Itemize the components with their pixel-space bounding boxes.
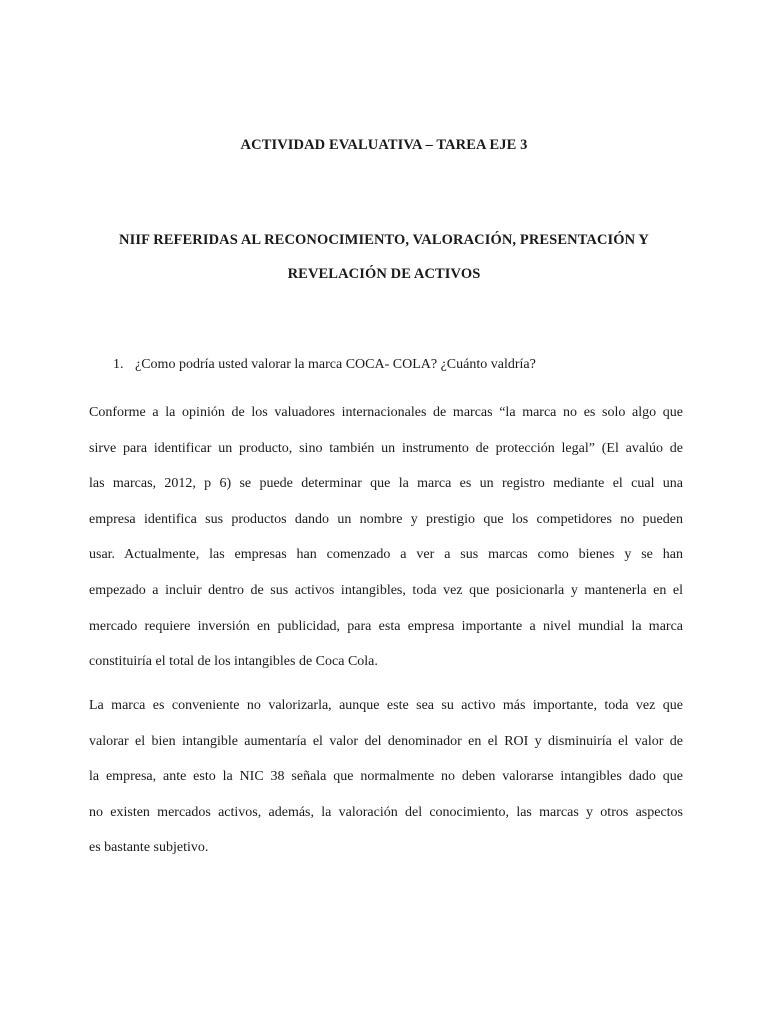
paragraph-line: las marcas, 2012, p 6) se puede determinar que la marca es un registro mediante el cual una [89, 476, 683, 492]
paragraph-line: mercado requiere inversión en publicidad, para esta empresa importante a nivel mundial la marca [89, 618, 683, 634]
answer-paragraph-1 [89, 395, 683, 680]
paragraph-line: empresa identifica sus productos dando un nombre y prestigio que los competidores no pueden [89, 511, 683, 527]
paragraph-line: no existen mercados activos, además, la valoración del conocimiento, las marcas y otros aspectos [89, 804, 683, 820]
paragraph-line: valorar el bien intangible aumentaría el valor del denominador en el ROI y disminuiría el valor de [89, 733, 683, 749]
question-text: ¿Como podría usted valorar la marca COCA- COLA? ¿Cuánto valdría? [135, 357, 536, 372]
paragraph-line: es bastante subjetivo. [89, 840, 209, 856]
question-number: 1. [113, 357, 124, 372]
paragraph-line: constituiría el total de los intangibles de Coca Cola. [89, 654, 378, 670]
section-heading-line-2: REVELACIÓN DE ACTIVOS [287, 266, 481, 282]
paragraph-line: Conforme a la opinión de los valuadores internacionales de marcas “la marca no es solo algo que [89, 405, 683, 420]
paragraph-line: usar. Actualmente, las empresas han comenzado a ver a sus marcas como bienes y se han [89, 547, 683, 563]
document-title: ACTIVIDAD EVALUATIVA – TAREA EJE 3 [240, 137, 528, 153]
question-item [113, 357, 536, 373]
paragraph-line: sirve para identificar un producto, sino también un instrumento de protección legal” (El avalúo de [89, 440, 683, 456]
answer-paragraph-2 [89, 688, 683, 866]
paragraph-line: La marca es conveniente no valorizarla, aunque este sea su activo más importante, toda vez que [89, 698, 683, 713]
paragraph-line: la empresa, ante esto la NIC 38 señala que normalmente no deben valorarse intangibles dado que [89, 769, 683, 785]
paragraph-line: empezado a incluir dentro de sus activos intangibles, toda vez que posicionarla y mantenerla en el [89, 582, 683, 598]
section-heading-line-1: NIIF REFERIDAS AL RECONOCIMIENTO, VALORACIÓN, PRESENTACIÓN Y [119, 232, 649, 248]
